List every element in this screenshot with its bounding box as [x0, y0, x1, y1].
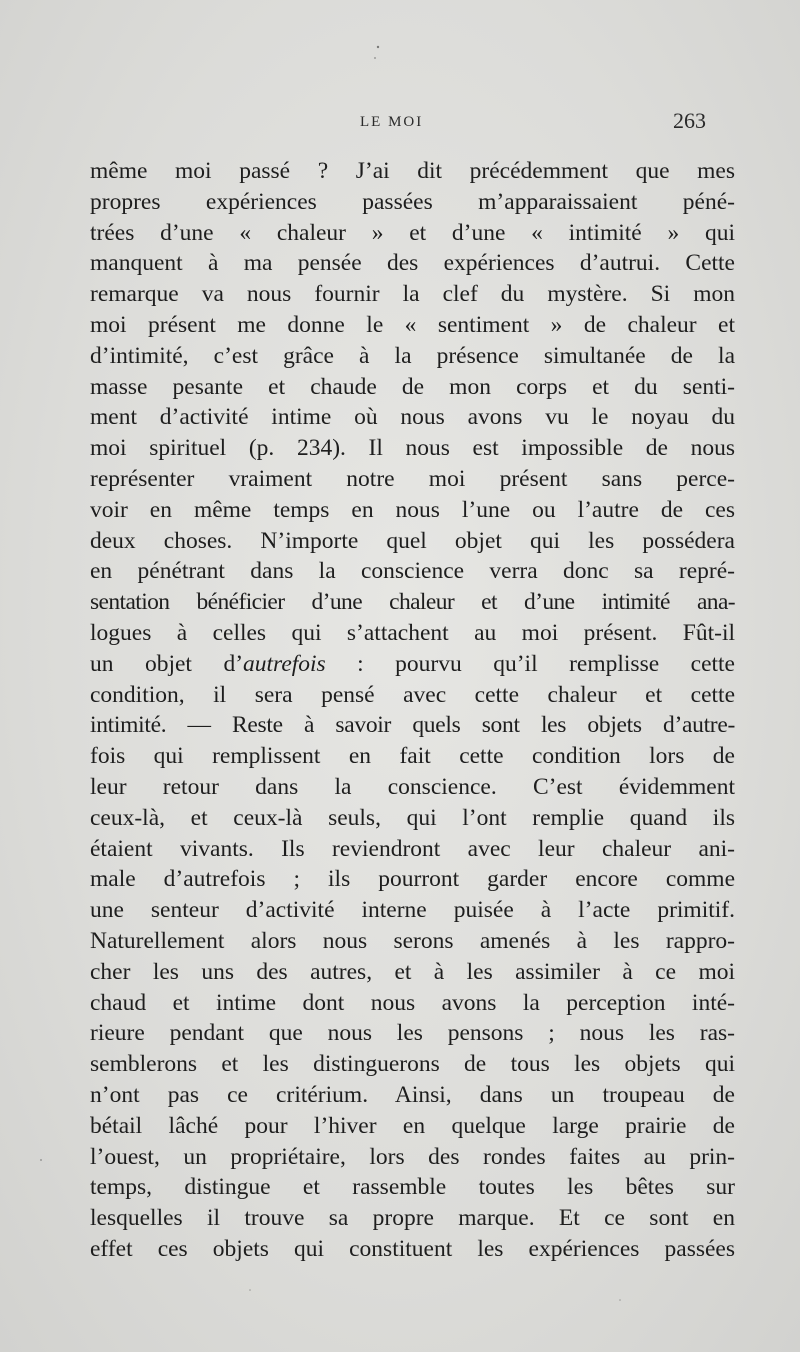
- text-line: en pénétrant dans la conscience verra donc sa repré-: [90, 558, 735, 585]
- text-line: logues à celles qui s’attachent au moi présent. Fût-il: [90, 619, 735, 646]
- text-line: effet ces objets qui constituent les expériences passées: [90, 1235, 735, 1262]
- text-line: moi présent me donne le « sentiment » de chaleur et: [90, 311, 735, 338]
- text-line: cher les uns des autres, et à les assimiler à ce moi: [90, 958, 735, 985]
- text-line: voir en même temps en nous l’une ou l’autre de ces: [90, 496, 735, 523]
- text-line: étaient vivants. Ils reviendront avec leur chaleur ani-: [90, 835, 735, 862]
- text-line: Naturellement alors nous serons amenés à les rappro-: [90, 927, 735, 954]
- text-line: propres expériences passées m’apparaissaient péné-: [90, 188, 735, 215]
- text-line: lesquelles il trouve sa propre marque. Et ce sont en: [90, 1205, 735, 1232]
- page-number: 263: [673, 108, 706, 133]
- text-line: manquent à ma pensée des expériences d’autrui. Cette: [90, 250, 735, 277]
- body-text: [90, 156, 735, 1265]
- text-line: un objet d’autrefois : pourvu qu’il remplisse cette: [90, 650, 735, 677]
- text-line: bétail lâché pour l’hiver en quelque large prairie de: [90, 1112, 735, 1139]
- text-line: leur retour dans la conscience. C’est évidemment: [90, 773, 735, 800]
- italic-word: autrefois: [243, 650, 326, 677]
- text-line: masse pesante et chaude de mon corps et du senti-: [90, 373, 735, 400]
- running-title: LE MOI: [360, 114, 424, 130]
- text-line: semblerons et les distinguerons de tous les objets qui: [90, 1051, 735, 1078]
- text-line: une senteur d’activité interne puisée à l’acte primitif.: [90, 897, 735, 924]
- text-line: moi spirituel (p. 234). Il nous est impossible de nous: [90, 435, 735, 462]
- text-line: deux choses. N’importe quel objet qui les possédera: [90, 527, 735, 554]
- text-line: ceux-là, et ceux-là seuls, qui l’ont remplie quand ils: [90, 804, 735, 831]
- text-line: rieure pendant que nous les pensons ; nous les ras-: [90, 1020, 735, 1047]
- text-line: trées d’une « chaleur » et d’une « intimité » qui: [90, 219, 735, 246]
- text-line: temps, distingue et rassemble toutes les bêtes sur: [90, 1174, 735, 1201]
- text-line: condition, il sera pensé avec cette chaleur et cette: [90, 681, 735, 708]
- text-line: chaud et intime dont nous avons la perception inté-: [90, 989, 735, 1016]
- text-line: n’ont pas ce critérium. Ainsi, dans un troupeau de: [90, 1081, 735, 1108]
- text-line: male d’autrefois ; ils pourront garder encore comme: [90, 866, 735, 893]
- text-line: intimité. — Reste à savoir quels sont les objets d’autre-: [90, 712, 735, 739]
- text-line: sentation bénéficier d’une chaleur et d’une intimité ana-: [90, 589, 735, 616]
- text-line: fois qui remplissent en fait cette condition lors de: [90, 743, 735, 770]
- running-head: [90, 110, 716, 140]
- text-line: remarque va nous fournir la clef du mystère. Si mon: [90, 281, 735, 308]
- text-line: représenter vraiment notre moi présent sans perce-: [90, 465, 735, 492]
- text-line: ment d’activité intime où nous avons vu le noyau du: [90, 404, 735, 431]
- text-line: même moi passé ? J’ai dit précédemment que mes: [90, 158, 735, 184]
- text-line: l’ouest, un propriétaire, lors des rondes faites au prin-: [90, 1143, 735, 1170]
- text-line: d’intimité, c’est grâce à la présence simultanée de la: [90, 342, 735, 369]
